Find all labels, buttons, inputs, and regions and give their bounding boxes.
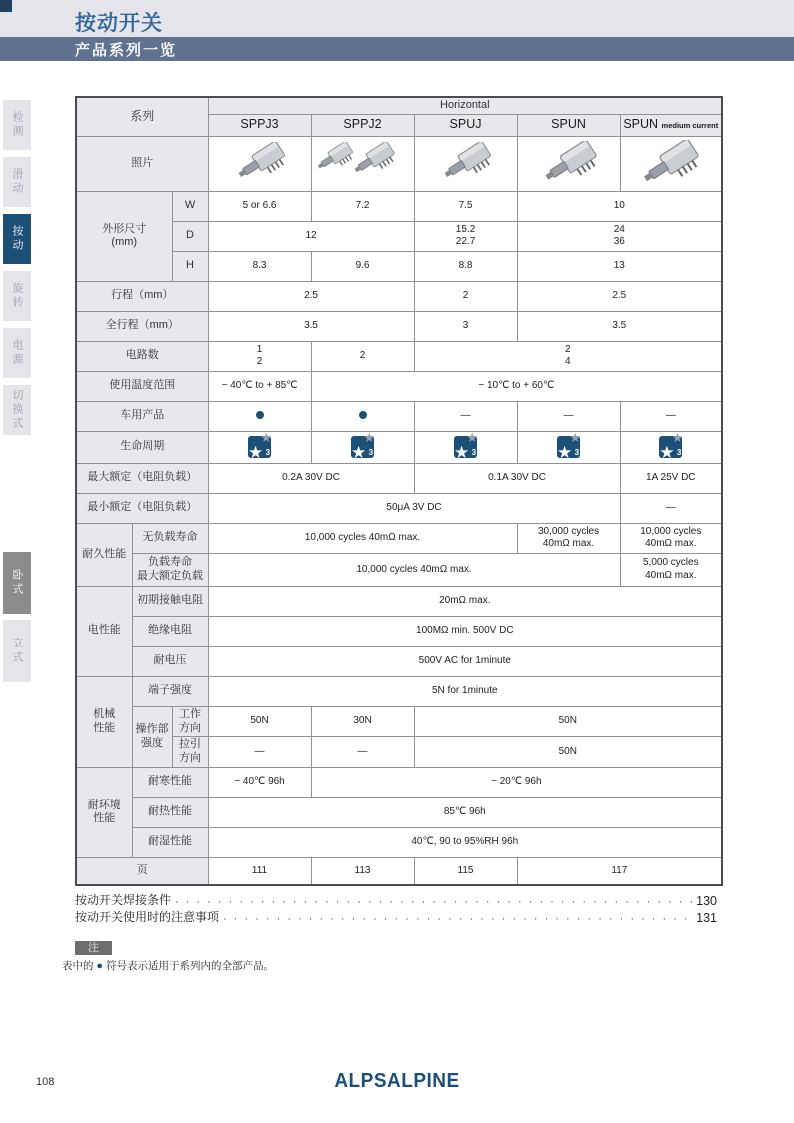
table-row	[76, 371, 722, 401]
data-cell	[517, 136, 620, 191]
row-label-cell: 页	[76, 857, 208, 885]
data-cell: 5,000 cycles 40mΩ max.	[620, 553, 722, 586]
data-cell: − 10℃ to + 60℃	[311, 371, 722, 401]
row-label-cell: 拉引 方向	[172, 737, 208, 768]
data-cell	[208, 431, 311, 463]
row-label-cell: 电路数	[76, 341, 208, 371]
row-label-cell: 车用产品	[76, 401, 208, 431]
data-cell: 40℃, 90 to 95%RH 96h	[208, 827, 722, 857]
data-cell: —	[311, 737, 414, 768]
switch-photo-icon	[537, 141, 601, 183]
data-cell	[414, 431, 517, 463]
sidebar-tab-top-0[interactable]: 检测	[3, 100, 31, 150]
data-cell: − 40℃ to + 85℃	[208, 371, 311, 401]
table-row	[76, 311, 722, 341]
sidebar-tab-top-3[interactable]: 旋转	[3, 271, 31, 321]
data-cell: —	[414, 401, 517, 431]
data-cell: 500V AC for 1minute	[208, 646, 722, 676]
series-header-cell-3: SPUN	[517, 114, 620, 136]
page-link-number: 130	[696, 894, 717, 908]
table-row	[76, 431, 722, 463]
data-cell: —	[620, 401, 722, 431]
page-link-number: 131	[696, 911, 717, 925]
series-header-cell-1: SPPJ2	[311, 114, 414, 136]
row-label-cell: 耐久性能	[76, 523, 132, 586]
row-label-cell: 生命周期	[76, 431, 208, 463]
table-group-header: Horizontal	[208, 97, 722, 114]
switch-photo-icon	[231, 142, 289, 182]
row-label-cell: 全行程（mm）	[76, 311, 208, 341]
row-label-cell: 工作 方向	[172, 706, 208, 737]
row-label-cell: 最大额定（电阻负载）	[76, 463, 208, 493]
data-cell: 24 36	[517, 221, 722, 251]
sidebar-tab-bottom-1[interactable]: 立式	[3, 620, 31, 682]
data-cell	[311, 401, 414, 431]
lifecycle-badge-icon: ★ ★ 3	[351, 430, 376, 463]
data-cell: 0.2A 30V DC	[208, 463, 414, 493]
alps-alpine-logo: ALPSALPINE	[334, 1070, 460, 1093]
note-prefix: 表中的	[62, 960, 94, 972]
data-cell	[311, 136, 414, 191]
sidebar-tab-top-5[interactable]: 切换式	[3, 385, 31, 435]
row-label-cell: 无负载寿命	[132, 523, 208, 553]
data-cell: 2.5	[208, 281, 414, 311]
table-row	[76, 191, 722, 221]
row-label-cell: 负载寿命 最大额定负载	[132, 553, 208, 586]
row-label-cell: 绝缘电阻	[132, 616, 208, 646]
page-link-label: 按动开关使用时的注意事项	[75, 910, 220, 924]
data-cell: − 20℃ 96h	[311, 767, 722, 797]
row-label-cell: 耐电压	[132, 646, 208, 676]
note-suffix: 符号表示适用于系列内的全部产品。	[106, 960, 274, 972]
table-row	[76, 401, 722, 431]
note-text	[62, 958, 274, 973]
data-cell: 8.3	[208, 251, 311, 281]
row-label-cell: 最小额定（电阻负载）	[76, 493, 208, 523]
data-cell: 10,000 cycles 40mΩ max.	[208, 553, 620, 586]
page-link-label: 按动开关焊接条件	[75, 893, 172, 907]
row-label-cell: 耐环境 性能	[76, 767, 132, 857]
sidebar-tab-top-2[interactable]: 按动	[3, 214, 31, 264]
table-row	[76, 646, 722, 676]
product-table	[75, 96, 723, 886]
data-cell: 7.5	[414, 191, 517, 221]
table-row	[76, 493, 722, 523]
data-cell: 85℃ 96h	[208, 797, 722, 827]
data-cell	[517, 431, 620, 463]
data-cell: 1 2	[208, 341, 311, 371]
data-cell: 13	[517, 251, 722, 281]
data-cell: 7.2	[311, 191, 414, 221]
lifecycle-badge-icon: ★ ★ 3	[557, 430, 582, 463]
data-cell: 30,000 cycles 40mΩ max.	[517, 523, 620, 553]
sidebar-tab-top-1[interactable]: 滑动	[3, 157, 31, 207]
row-label-cell: W	[172, 191, 208, 221]
row-label-cell: 行程（mm）	[76, 281, 208, 311]
data-cell: 3.5	[517, 311, 722, 341]
row-label-cell: 外形尺寸 (mm)	[76, 191, 172, 281]
dots-leader	[171, 896, 696, 908]
row-label-cell: D	[172, 221, 208, 251]
table-row	[76, 463, 722, 493]
car-product-dot-icon	[359, 411, 367, 419]
page-link-precautions[interactable]	[75, 908, 717, 925]
table-row	[76, 676, 722, 706]
data-cell: 10,000 cycles 40mΩ max.	[208, 523, 517, 553]
table-row	[76, 281, 722, 311]
data-cell: 100MΩ min. 500V DC	[208, 616, 722, 646]
table-row	[76, 341, 722, 371]
row-label-cell: 端子强度	[132, 676, 208, 706]
page-link-soldering[interactable]	[75, 891, 717, 908]
footer-links	[75, 891, 717, 925]
table-row	[76, 616, 722, 646]
sidebar-tab-bottom-0[interactable]: 卧式	[3, 552, 31, 614]
table-row	[76, 737, 722, 768]
data-cell: —	[208, 737, 311, 768]
data-cell: 15.2 22.7	[414, 221, 517, 251]
row-label-cell: 机械 性能	[76, 676, 132, 767]
series-header-cell-2: SPUJ	[414, 114, 517, 136]
table-corner-cell: 系列	[76, 97, 208, 136]
dots-leader	[219, 913, 696, 925]
table-row	[76, 136, 722, 191]
row-label-cell: 电性能	[76, 586, 132, 676]
row-label-cell: H	[172, 251, 208, 281]
data-cell	[620, 136, 722, 191]
section-title: 产品系列一览	[75, 42, 178, 59]
data-cell: 9.6	[311, 251, 414, 281]
lifecycle-badge-icon: ★ ★ 3	[454, 430, 479, 463]
data-cell: 8.8	[414, 251, 517, 281]
series-header-cell-4: SPUN medium current	[620, 114, 722, 136]
row-label-cell: 操作部 强度	[132, 706, 172, 767]
table-row	[76, 767, 722, 797]
data-cell: 10	[517, 191, 722, 221]
data-cell: —	[620, 493, 722, 523]
data-cell: 3	[414, 311, 517, 341]
note-dot-icon: ●	[96, 960, 104, 972]
data-cell: 1A 25V DC	[620, 463, 722, 493]
data-cell: − 40℃ 96h	[208, 767, 311, 797]
data-cell	[311, 431, 414, 463]
data-cell: 115	[414, 857, 517, 885]
data-cell: 2.5	[517, 281, 722, 311]
table-row	[76, 221, 722, 251]
data-cell: 50N	[414, 706, 722, 737]
page-title: 按动开关	[75, 12, 163, 35]
data-cell	[208, 401, 311, 431]
data-cell: 12	[208, 221, 414, 251]
data-cell: 111	[208, 857, 311, 885]
data-cell: 3.5	[208, 311, 414, 341]
data-cell: 117	[517, 857, 722, 885]
data-cell: 50μA 3V DC	[208, 493, 620, 523]
table-row	[76, 251, 722, 281]
table-row	[76, 586, 722, 616]
page-number: 108	[36, 1076, 55, 1088]
data-cell: 2	[311, 341, 414, 371]
sidebar-tab-top-4[interactable]: 电源	[3, 328, 31, 378]
data-cell: 0.1A 30V DC	[414, 463, 620, 493]
data-cell: 50N	[414, 737, 722, 768]
row-label-cell: 耐寒性能	[132, 767, 208, 797]
table-row	[76, 827, 722, 857]
data-cell: 2 4	[414, 341, 722, 371]
data-cell: 20mΩ max.	[208, 586, 722, 616]
table-row	[76, 857, 722, 885]
car-product-dot-icon	[256, 411, 264, 419]
lifecycle-badge-icon: ★ ★ 3	[248, 430, 273, 463]
switch-photo-icon	[635, 140, 707, 184]
data-cell	[208, 136, 311, 191]
data-cell	[620, 431, 722, 463]
table-row	[76, 706, 722, 737]
data-cell: 5N for 1minute	[208, 676, 722, 706]
corner-mark	[0, 0, 12, 12]
data-cell	[414, 136, 517, 191]
data-cell: 2	[414, 281, 517, 311]
table-row	[76, 523, 722, 553]
switch-photo-icon	[316, 142, 410, 182]
lifecycle-badge-icon: ★ ★ 3	[659, 430, 684, 463]
row-label-cell: 照片	[76, 136, 208, 191]
data-cell: —	[517, 401, 620, 431]
row-label-cell: 耐热性能	[132, 797, 208, 827]
switch-photo-icon	[437, 142, 495, 182]
data-cell: 5 or 6.6	[208, 191, 311, 221]
data-cell: 10,000 cycles 40mΩ max.	[620, 523, 722, 553]
section-bar	[0, 37, 794, 61]
table-row	[76, 797, 722, 827]
row-label-cell: 初期接触电阻	[132, 586, 208, 616]
data-cell: 113	[311, 857, 414, 885]
series-header-cell-0: SPPJ3	[208, 114, 311, 136]
row-label-cell: 使用温度范围	[76, 371, 208, 401]
note-box: 注	[75, 941, 112, 955]
data-cell: 50N	[208, 706, 311, 737]
data-cell: 30N	[311, 706, 414, 737]
table-row	[76, 553, 722, 586]
row-label-cell: 耐湿性能	[132, 827, 208, 857]
